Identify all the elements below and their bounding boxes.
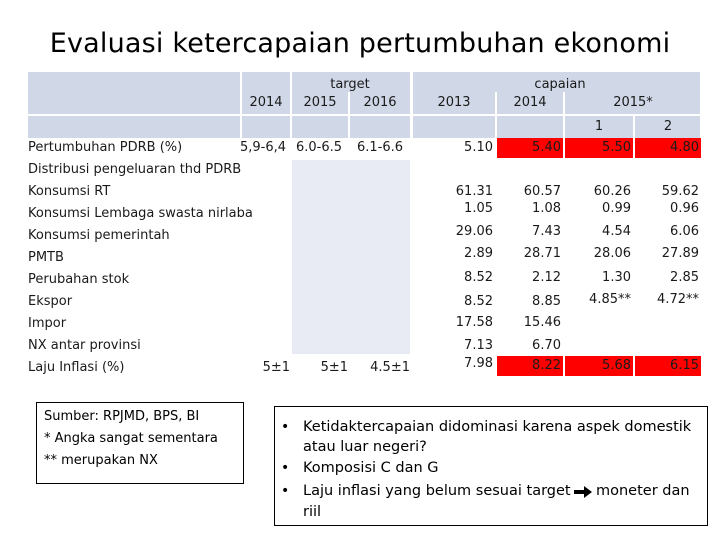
cell-capaian-2015-1: 1.30 bbox=[602, 270, 631, 285]
row-label: Konsumsi Lembaga swasta nirlaba bbox=[28, 206, 253, 221]
slide-title: Evaluasi ketercapaian pertumbuhan ekonomi bbox=[49, 28, 671, 59]
target-col-bg bbox=[292, 160, 410, 354]
footnote-asterisk: * Angka sangat sementara bbox=[44, 431, 218, 446]
cell-capaian-2015-2: 59.62 bbox=[661, 184, 699, 199]
cell-target-2015: 5±1 bbox=[320, 360, 348, 375]
source-line: Sumber: RPJMD, BPS, BI bbox=[44, 409, 200, 424]
cell-target-2014: 5±1 bbox=[262, 360, 290, 375]
bullet-2: Komposisi C dan G bbox=[303, 460, 439, 476]
bullet-3-line-2: riil bbox=[303, 504, 322, 520]
cell-capaian-2015-2: 4.80 bbox=[670, 140, 699, 155]
header-capaian-2013: 2013 bbox=[437, 95, 471, 110]
cell-capaian-2015-2: 0.96 bbox=[670, 201, 699, 216]
cell-target-2014: 5,9-6,4 bbox=[240, 140, 287, 155]
cell-capaian-2015-1: 5.50 bbox=[602, 140, 631, 155]
row-label: Pertumbuhan PDRB (%) bbox=[28, 140, 183, 155]
header-target-2016: 2016 bbox=[363, 95, 397, 110]
bullet-3-part-1: Laju inflasi yang belum sesuai target bbox=[303, 483, 571, 499]
cell-capaian-2013: 8.52 bbox=[464, 294, 493, 309]
cell-capaian-2015-1: 0.99 bbox=[602, 201, 631, 216]
cell-capaian-2015-2: 2.85 bbox=[670, 270, 699, 285]
conclusion-box bbox=[274, 406, 708, 526]
footnote-double-asterisk: ** merupakan NX bbox=[44, 453, 158, 468]
cell-capaian-2014: 7.43 bbox=[532, 224, 561, 239]
header-target: target bbox=[330, 77, 370, 92]
header-target-2014: 2014 bbox=[249, 95, 283, 110]
cell-capaian-2013: 7.98 bbox=[464, 356, 493, 371]
row-label: Konsumsi RT bbox=[28, 184, 111, 199]
cell-capaian-2014: 28.71 bbox=[523, 246, 561, 261]
cell-capaian-2013: 1.05 bbox=[464, 201, 493, 216]
header-sub-2: 2 bbox=[663, 119, 673, 134]
row-label: Ekspor bbox=[28, 294, 73, 309]
bullet-dot-icon: • bbox=[281, 419, 290, 435]
header-sep-1 bbox=[240, 72, 242, 138]
arrow-right-icon bbox=[574, 486, 592, 498]
bullet-1-line-2: atau luar negeri? bbox=[303, 439, 427, 455]
header-capaian-2015: 2015* bbox=[613, 95, 653, 110]
header-sub-1: 1 bbox=[594, 119, 604, 134]
cell-capaian-2015-2: 27.89 bbox=[661, 246, 699, 261]
bullet-1-line-1: Ketidaktercapaian didominasi karena aspek domestik bbox=[303, 419, 692, 435]
cell-capaian-2014: 60.57 bbox=[523, 184, 561, 199]
row-label: NX antar provinsi bbox=[28, 338, 141, 353]
cell-capaian-2013: 61.31 bbox=[455, 184, 493, 199]
cell-capaian-2015-2: 6.06 bbox=[670, 224, 699, 239]
source-notes-box bbox=[36, 402, 244, 484]
cell-capaian-2015-1: 5.68 bbox=[602, 358, 631, 373]
cell-capaian-2014: 8.85 bbox=[532, 294, 561, 309]
row-label: Impor bbox=[28, 316, 67, 331]
header-target-2015: 2015 bbox=[303, 95, 337, 110]
cell-capaian-2015-1: 4.54 bbox=[602, 224, 631, 239]
cell-target-2015: 6.0-6.5 bbox=[295, 140, 343, 155]
cell-capaian-2015-1: 28.06 bbox=[593, 246, 631, 261]
bullet-dot-icon: • bbox=[281, 460, 290, 476]
cell-capaian-2014: 2.12 bbox=[532, 270, 561, 285]
cell-capaian-2013: 17.58 bbox=[455, 315, 493, 330]
cell-capaian-2014: 1.08 bbox=[532, 201, 561, 216]
cell-capaian-2015-2: 6.15 bbox=[670, 358, 699, 373]
cell-capaian-2014: 6.70 bbox=[532, 338, 561, 353]
cell-capaian-2014: 15.46 bbox=[523, 315, 561, 330]
cell-capaian-2014: 8.22 bbox=[532, 358, 561, 373]
row-label: Konsumsi pemerintah bbox=[28, 228, 170, 243]
cell-capaian-2015-1: 60.26 bbox=[593, 184, 631, 199]
cell-capaian-2013: 5.10 bbox=[464, 140, 493, 155]
cell-capaian-2014: 5.40 bbox=[532, 140, 561, 155]
cell-target-2016: 6.1-6.6 bbox=[356, 140, 404, 155]
cell-capaian-2013: 29.06 bbox=[455, 224, 493, 239]
header-capaian: capaian bbox=[534, 77, 586, 92]
cell-capaian-2015-2: 4.72** bbox=[657, 292, 699, 307]
cell-capaian-2013: 2.89 bbox=[464, 246, 493, 261]
row-label: PMTB bbox=[28, 250, 64, 265]
row-label: Laju Inflasi (%) bbox=[28, 360, 125, 375]
row-label: Perubahan stok bbox=[28, 272, 130, 287]
header-capaian-2014: 2014 bbox=[513, 95, 547, 110]
cell-capaian-2013: 8.52 bbox=[464, 270, 493, 285]
cell-capaian-2015-1: 4.85** bbox=[589, 292, 631, 307]
row-label: Distribusi pengeluaran thd PDRB bbox=[28, 162, 242, 177]
cell-target-2016: 4.5±1 bbox=[370, 360, 410, 375]
bullet-dot-icon: • bbox=[281, 483, 290, 499]
cell-capaian-2013: 7.13 bbox=[464, 338, 493, 353]
bullet-3-part-2: moneter dan bbox=[596, 483, 690, 499]
